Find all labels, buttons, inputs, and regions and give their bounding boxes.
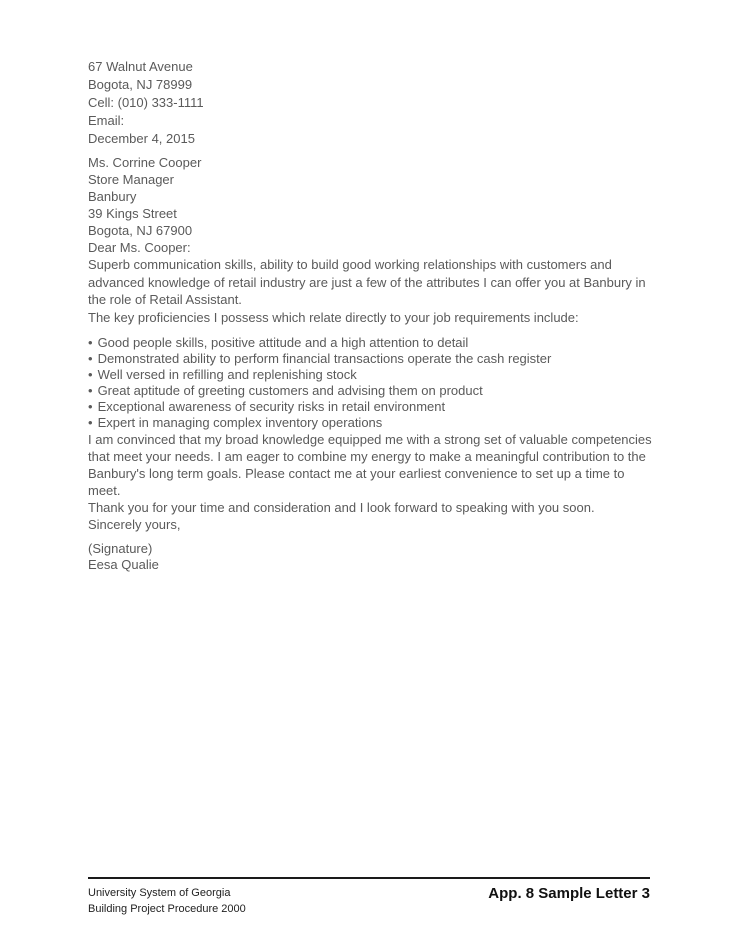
closing-paragraph-2: Thank you for your time and consideration and I look forward to speaking with you soon.: [88, 499, 595, 515]
letter-date: December 4, 2015: [88, 131, 195, 146]
footer-left-block: [88, 885, 246, 917]
list-item-text: Well versed in refilling and replenishing stock: [97, 366, 357, 382]
recipient-title: Store Manager: [88, 172, 174, 187]
bullet-icon: •: [88, 414, 93, 430]
list-item: [88, 399, 654, 415]
sender-name: Eesa Qualie: [88, 556, 159, 572]
list-item-text: Demonstrated ability to perform financial transactions operate the cash register: [97, 350, 552, 366]
letter-body: [88, 0, 654, 573]
list-item-text: Great aptitude of greeting customers and advising them on product: [97, 382, 483, 398]
footer-organization: University System of Georgia: [88, 887, 231, 899]
bullet-icon: •: [88, 334, 93, 350]
sender-phone-line: Cell: (010) 333-1111: [88, 95, 204, 110]
bullet-icon: •: [88, 350, 93, 366]
list-item-text: Expert in managing complex inventory operations: [97, 414, 383, 430]
bullet-icon: •: [88, 382, 93, 398]
sender-address-block: [88, 58, 654, 130]
recipient-address-block: [88, 154, 654, 239]
recipient-name: Ms. Corrine Cooper: [88, 155, 202, 170]
list-item: [88, 335, 654, 351]
footer-document-title: Building Project Procedure 2000: [88, 903, 246, 915]
bullet-icon: •: [88, 398, 93, 414]
page-footer: [88, 877, 650, 917]
closing-paragraph-1: I am convinced that my broad knowledge equipped me with a strong set of valuable competencies that meet your needs. I am eager to combine my energy to make a meaningful contribution to the Banbury's long term goals. Please contact me at your earliest convenience to set up a time to meet.: [88, 431, 652, 498]
valediction: Sincerely yours,: [88, 516, 181, 532]
salutation: Dear Ms. Cooper:: [88, 240, 191, 255]
list-item: [88, 415, 654, 431]
recipient-city: Bogota, NJ 67900: [88, 223, 193, 238]
signature-placeholder: (Signature): [88, 540, 153, 556]
list-item-text: Good people skills, positive attitude and a high attention to detail: [97, 334, 469, 350]
list-item: [88, 383, 654, 399]
list-item: [88, 351, 654, 367]
list-item-text: Exceptional awareness of security risks in retail environment: [97, 398, 446, 414]
bullet-icon: •: [88, 366, 93, 382]
intro-paragraph: Superb communication skills, ability to build good working relationships with customers and advanced knowledge of retail industry are just a few of the attributes I can offer you at Banbury in the role of Retail Assistant.: [88, 257, 646, 307]
recipient-street: 39 Kings Street: [88, 206, 177, 221]
sender-address-line: Bogota, NJ 78999: [88, 77, 193, 92]
recipient-company: Banbury: [88, 189, 137, 204]
signature-block: [88, 541, 654, 573]
list-item: [88, 367, 654, 383]
proficiencies-list: [88, 335, 654, 431]
footer-appendix-label: App. 8 Sample Letter 3: [488, 885, 650, 902]
sender-address-line: 67 Walnut Avenue: [88, 59, 193, 74]
proficiencies-lead-paragraph: The key proficiencies I possess which relate directly to your job requirements include:: [88, 309, 579, 325]
sender-email-line: Email:: [88, 113, 125, 128]
